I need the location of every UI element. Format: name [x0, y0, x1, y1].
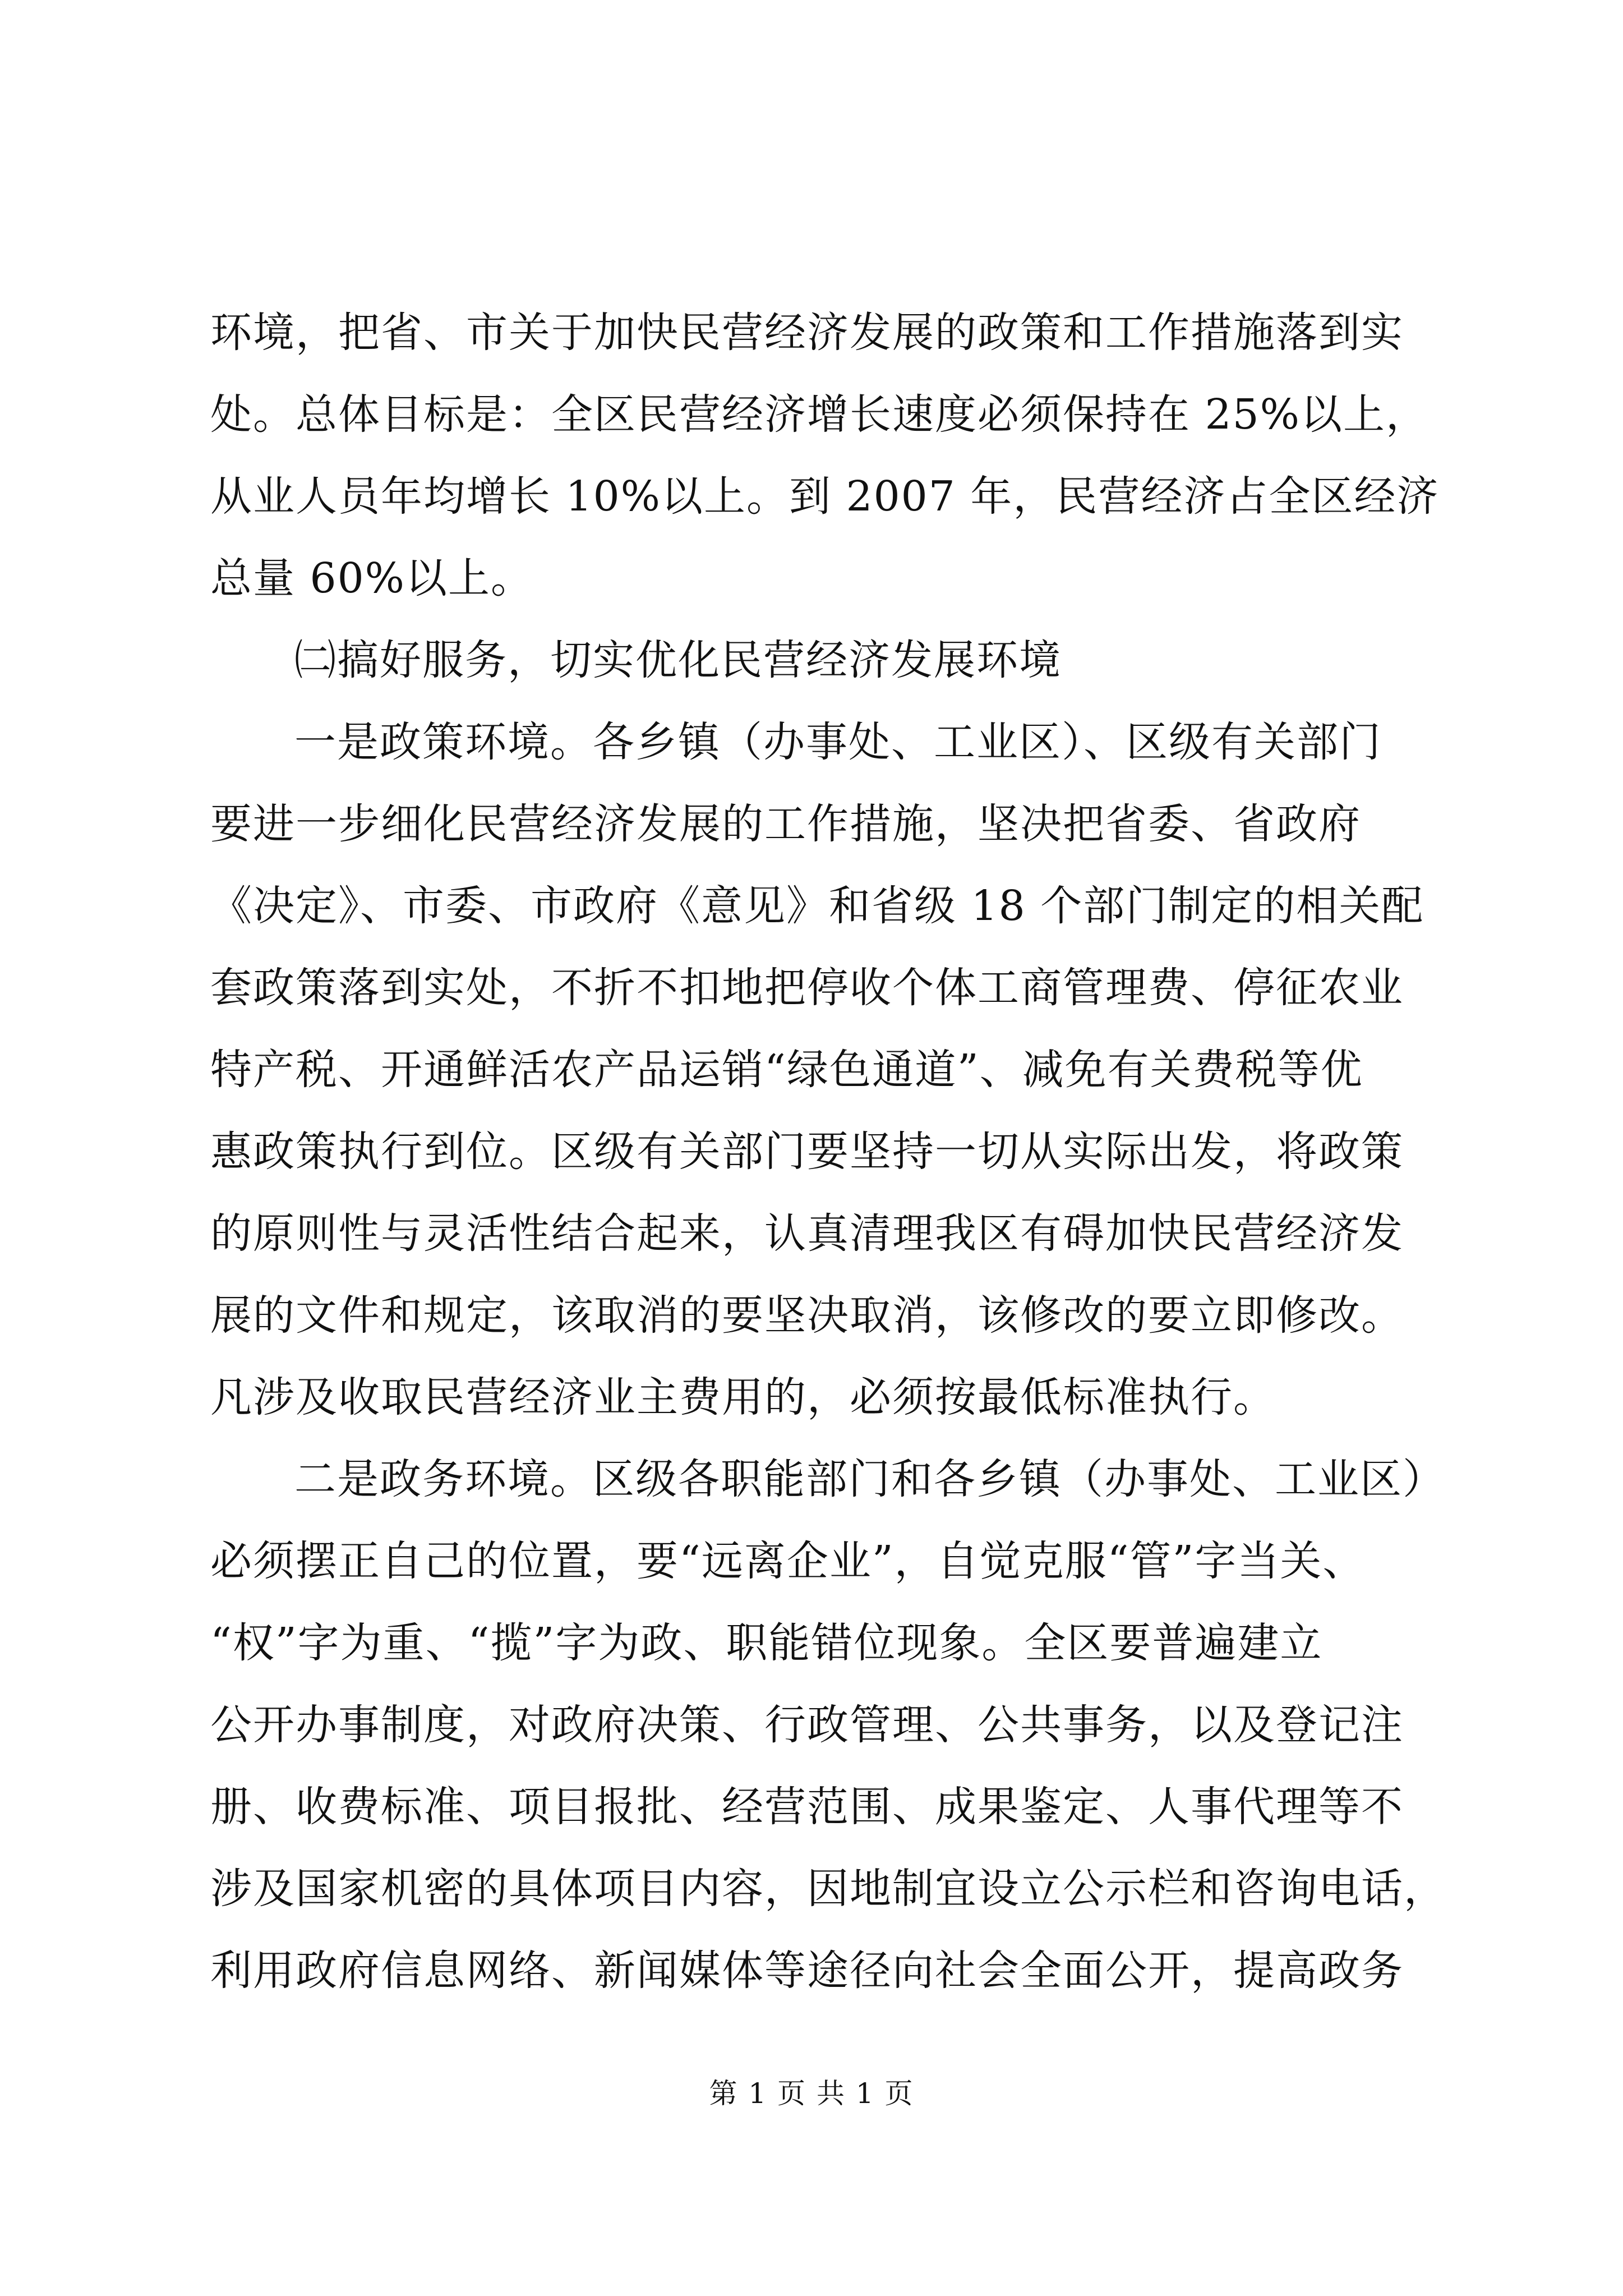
text-line: 必须摆正自己的位置，要“远离企业”，自觉克服“管”字当关、	[210, 1537, 1366, 1585]
text-line: 环境，把省、市关于加快民营经济发展的政策和工作措施落到实	[210, 309, 1404, 357]
text-line: 的原则性与灵活性结合起来，认真清理我区有碍加快民营经济发	[210, 1209, 1404, 1258]
text-line: 总量 60%以上。	[210, 554, 533, 602]
text-line: 册、收费标准、项目报批、经营范围、成果鉴定、人事代理等不	[210, 1783, 1404, 1831]
text-line: “权”字为重、“揽”字为政、职能错位现象。全区要普遍建立	[210, 1619, 1323, 1667]
text-line: 处。总体目标是：全区民营经济增长速度必须保持在 25%以上，	[210, 390, 1428, 439]
text-line: 从业人员年均增长 10%以上。到 2007 年，民营经济占全区经济	[210, 472, 1440, 521]
text-line: 利用政府信息网络、新闻媒体等途径向社会全面公开，提高政务	[210, 1947, 1404, 1995]
text-line: 《决定》、市委、市政府《意见》和省级 18 个部门制定的相关配	[210, 882, 1424, 930]
document-body	[210, 292, 1446, 2012]
text-line: 展的文件和规定，该取消的要坚决取消，该修改的要立即修改。	[210, 1291, 1404, 1340]
text-line: 凡涉及收取民营经济业主费用的，必须按最低标准执行。	[210, 1373, 1276, 1421]
text-line: 涉及国家机密的具体项目内容，因地制宜设立公示栏和咨询电话，	[210, 1865, 1446, 1913]
section-heading: ㈡搞好服务，切实优化民营经济发展环境	[294, 636, 1062, 684]
text-line: 套政策落到实处，不折不扣地把停收个体工商管理费、停征农业	[210, 964, 1404, 1012]
text-line: 特产税、开通鲜活农产品运销“绿色通道”、减免有关费税等优	[210, 1046, 1363, 1094]
page-number-footer: 第 1 页 共 1 页	[709, 2077, 914, 2110]
paragraph-start-line: 一是政策环境。各乡镇（办事处、工业区）、区级有关部门	[294, 718, 1382, 766]
text-line: 公开办事制度，对政府决策、行政管理、公共事务，以及登记注	[210, 1701, 1404, 1749]
text-line: 要进一步细化民营经济发展的工作措施，坚决把省委、省政府	[210, 800, 1361, 848]
text-line: 惠政策执行到位。区级有关部门要坚持一切从实际出发，将政策	[210, 1128, 1404, 1176]
paragraph-start-line: 二是政务环境。区级各职能部门和各乡镇（办事处、工业区）	[294, 1455, 1445, 1503]
